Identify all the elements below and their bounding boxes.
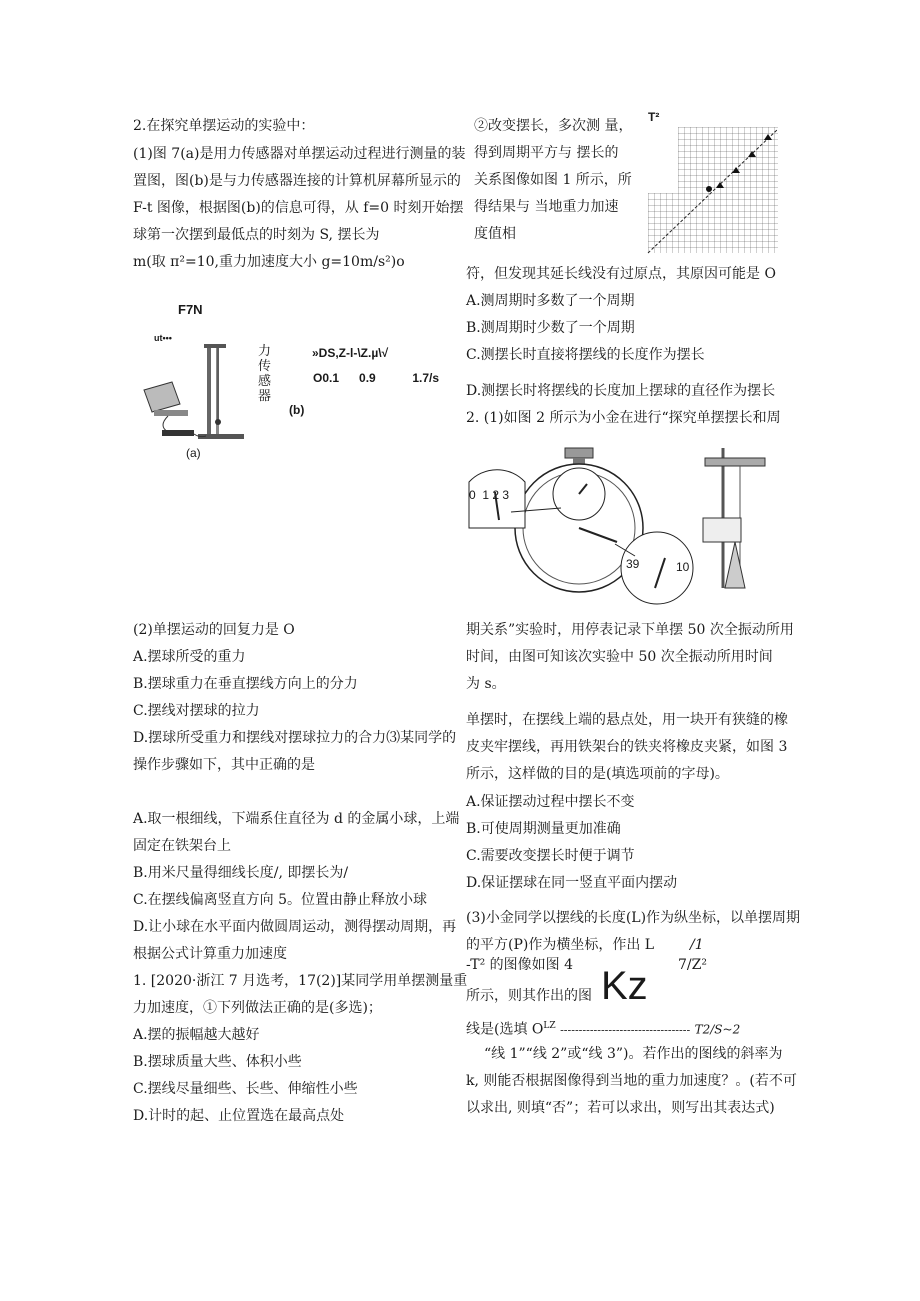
text-line: 置图，图(b)是与力传感器连接的计算机屏幕所显示的: [133, 173, 461, 189]
text-line: -T² 的图像如图 4: [466, 957, 573, 973]
graph-kz-label: Kz: [601, 964, 648, 1008]
text-line: 所示，则其作出的图: [466, 988, 592, 1004]
text-line: 得到周期平方与 摆长的: [474, 145, 619, 161]
option: A.测周期时多数了一个周期: [466, 293, 635, 309]
text-line: 期关系”实验时，用停表记录下单摆 50 次全振动所用: [466, 622, 794, 638]
graph-axis-dashes: -----------------------------------: [560, 1023, 691, 1037]
option: C.摆线尽量细些、长些、伸缩性小些: [133, 1081, 358, 1097]
option: B.可使周期测量更加准确: [466, 821, 621, 837]
graph-axis-label: T2/S~2: [694, 1022, 741, 1037]
option: B.用米尺量得细线长度/, 即摆长为/: [133, 865, 349, 881]
text-line: 操作步骤如下，其中正确的是: [133, 757, 315, 773]
stopwatch-small-dial: 0 1 2 3: [469, 488, 510, 502]
option: C.摆线对摆球的拉力: [133, 703, 260, 719]
option: C.测摆长时直接将摆线的长度作为摆长: [466, 347, 705, 363]
figure-b-formula: »DS,Z-l-\Z.µ\√: [312, 346, 389, 360]
graph-fragment: /1: [690, 937, 704, 953]
t2-l-graph: [648, 127, 778, 253]
text-line: 皮夹牢摆线，再用铁架台的铁夹将橡皮夹紧，如图 3: [466, 739, 788, 755]
text-line: 所示，这样做的目的是(填选项前的字母)。: [466, 766, 729, 782]
option: A.摆球所受的重力: [133, 649, 246, 665]
text-line: 根据公式计算重力加速度: [133, 946, 287, 962]
option: B.摆球质量大些、体积小些: [133, 1054, 302, 1070]
problem-heading: 1. [2020·浙江 7 月选考，17(2)]某同学用单摆测量重: [133, 973, 468, 989]
option: C.需要改变摆长时便于调节: [466, 848, 635, 864]
figure-a-label: (a): [186, 446, 201, 460]
option: A.保证摆动过程中摆长不变: [466, 794, 635, 810]
text-line: 得结果与 当地重力加速: [474, 199, 619, 215]
figure-label-f7n: F7N: [178, 302, 203, 317]
option: D.测摆长时将摆线的长度加上摆球的直径作为摆长: [466, 383, 776, 399]
option: B.测周期时少数了一个周期: [466, 320, 635, 336]
stopwatch-figure: [465, 448, 795, 598]
text-line: 以求出, 则填“否”；若可以求出，则写出其表达式): [466, 1100, 775, 1116]
option: D.摆球所受重力和摆线对摆球拉力的合力⑶某同学的: [133, 730, 457, 746]
text-line: 力加速度，①下列做法正确的是(多选)；: [133, 1000, 382, 1016]
text-line: (2)单摆运动的回复力是 O: [133, 622, 295, 638]
figure-b-ticks: O0.1 0.9 1.7/s: [313, 371, 440, 385]
text-line: k, 则能否根据图像得到当地的重力加速度？。(若不可: [466, 1073, 797, 1089]
option: A.取一根细线，下端系住直径为 d 的金属小球，上端: [133, 811, 460, 827]
text-line: 度值相: [474, 226, 516, 242]
text-line: 时间，由图可知该次实验中 50 次全振动所用时间: [466, 649, 773, 665]
option: D.保证摆球在同一竖直平面内摆动: [466, 875, 678, 891]
problem-heading: 2. (1)如图 2 所示为小金在进行“探究单摆摆长和周: [466, 410, 781, 426]
text-line: F-t 图像，根据图(b)的信息可得，从 f=0 时刻开始摆: [133, 200, 464, 216]
text-line: 单摆时，在摆线上端的悬点处，用一块开有狭缝的橡: [466, 712, 788, 728]
problem-heading: 2.在探究单摆运动的实验中：: [133, 118, 315, 134]
text-line: (1)图 7(a)是用力传感器对单摆运动过程进行测量的装: [133, 146, 466, 162]
text-line: 的平方(P)作为横坐标，作出 L: [466, 937, 655, 953]
figure-b-label: (b): [289, 403, 305, 417]
text-line: 球第一次摆到最低点的时刻为 S, 摆长为: [133, 227, 380, 243]
text-line: 符，但发现其延长线没有过原点，其原因可能是 O: [466, 266, 776, 282]
stopwatch-39: 39: [626, 557, 640, 571]
text-line: (3)小金同学以摆线的长度(L)作为纵坐标，以单摆周期: [466, 910, 801, 926]
sensor-label: 力传感器: [258, 344, 272, 404]
text-line: “线 1”“线 2”或“线 3”)。若作出的图线的斜率为: [484, 1046, 783, 1062]
option: C.在摆线偏离竖直方向 5。位置由静止释放小球: [133, 892, 428, 908]
text-line: 固定在铁架台上: [133, 838, 231, 854]
text-line: 为 s。: [466, 676, 506, 692]
graph-fragment: 7/Z²: [678, 957, 707, 973]
option: B.摆球重力在垂直摆线方向上的分力: [133, 676, 358, 692]
text-line: ②改变摆长，多次测 量，: [474, 118, 633, 134]
option: A.摆的振幅越大越好: [133, 1027, 260, 1043]
superscript: LZ: [543, 1021, 556, 1031]
text-fragment: 线是(选填 O: [466, 1021, 544, 1038]
option: D.让小球在水平面内做圆周运动，测得摆动周期，再: [133, 919, 457, 935]
figure-label-ut: ut•••: [154, 333, 172, 343]
graph-axis-label: T²: [648, 110, 660, 124]
option: D.计时的起、止位置选在最高点处: [133, 1108, 345, 1124]
text-line: m(取 π²=10,重力加速度大小 g=10m/s²)o: [133, 254, 405, 270]
text-line: [466, 1017, 740, 1040]
text-line: 关系图像如图 1 所示，所: [474, 172, 632, 188]
apparatus-figure: [138, 338, 268, 463]
stopwatch-10: 10: [676, 560, 690, 574]
